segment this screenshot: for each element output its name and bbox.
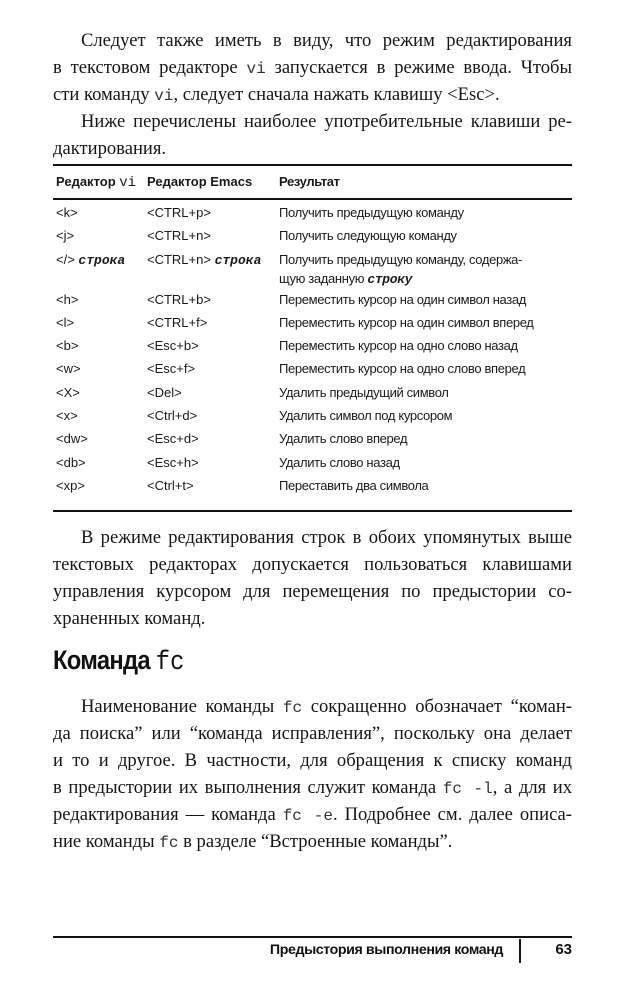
emacs-key: <Ctrl+d> xyxy=(147,408,198,424)
result-text xyxy=(276,248,572,288)
table-row xyxy=(53,334,572,357)
heading-text: Команда xyxy=(53,645,156,675)
text-span: , а для их xyxy=(492,777,572,798)
column-header-result: Результат xyxy=(279,174,340,189)
text-line xyxy=(53,54,572,81)
text-line xyxy=(53,27,572,54)
text-line xyxy=(53,747,572,774)
vi-key: <h> xyxy=(56,291,79,307)
vi-key: <k> xyxy=(56,205,78,220)
vi-key: <w> xyxy=(56,361,81,377)
text-line xyxy=(53,774,572,801)
running-footer-title: Предыстория выполнения команд xyxy=(269,942,503,958)
key-text: </> xyxy=(56,251,79,267)
text-span: Наименование команды xyxy=(81,696,283,717)
table-row xyxy=(53,224,572,247)
text-line xyxy=(53,801,572,828)
header-code: vi xyxy=(119,175,137,191)
result-line xyxy=(279,250,572,269)
text-line xyxy=(53,578,572,605)
text-span: В режиме редактирования строк в обоих упомянутых выше xyxy=(81,527,572,548)
inline-code: fc xyxy=(159,834,179,852)
text-span: дактирования. xyxy=(53,138,167,159)
table-bottom-rule xyxy=(53,510,572,512)
table-row xyxy=(53,288,572,311)
text-span: Ниже перечислены наиболее употребительные клавиши ре- xyxy=(81,111,572,132)
result-line-text: Получить предыдущую команду, содержа- xyxy=(279,251,523,267)
vi-key: <db> xyxy=(56,454,86,470)
text-span: . Подробнее см. далее описа- xyxy=(333,804,572,825)
text-span: в предыстории их выполнения служит команда xyxy=(53,777,443,798)
result-text: Получить предыдущую команду xyxy=(279,205,464,220)
emacs-key: <Ctrl+t> xyxy=(147,477,194,493)
result-text: Переместить курсор на один символ вперед xyxy=(279,314,534,330)
emacs-key: <Esc+d> xyxy=(147,431,199,447)
text-line xyxy=(53,524,572,551)
table-row xyxy=(53,381,572,404)
text-span: ние команды xyxy=(53,831,160,852)
text-line xyxy=(53,135,572,162)
text-span: Следует также иметь в виду, что режим редактирования xyxy=(81,30,572,51)
text-line xyxy=(53,720,572,747)
header-text: Редактор xyxy=(56,174,120,189)
result-text: Удалить предыдущий символ xyxy=(279,384,449,400)
emacs-key: <CTRL+p> xyxy=(147,205,211,220)
text-span: текстовых редакторах допускается пользоваться клавишами xyxy=(53,554,572,575)
table-row xyxy=(53,201,572,224)
column-header-vi xyxy=(53,166,144,199)
inline-code: fc -l xyxy=(442,780,493,798)
text-line xyxy=(53,81,572,108)
result-text: Переставить два символа xyxy=(279,477,429,493)
emacs-key: <Esc+b> xyxy=(147,338,199,354)
after-table-paragraph xyxy=(53,524,572,632)
text-span: редактирования — команда xyxy=(53,804,283,825)
key-argument: строка xyxy=(78,252,126,268)
result-line xyxy=(279,269,572,288)
text-span: в разделе “Встроенные команды”. xyxy=(178,831,453,852)
fc-paragraph xyxy=(53,693,572,855)
table-row xyxy=(53,357,572,380)
text-span: и то и другое. В частности, для обращения к списку команд xyxy=(53,750,572,771)
intro-paragraph-2 xyxy=(53,108,572,162)
vi-key: <j> xyxy=(56,228,75,244)
result-text: Переместить курсор на одно слово вперед xyxy=(279,361,526,377)
result-text: Получить следующую команду xyxy=(279,228,457,244)
vi-key: <l> xyxy=(56,314,75,330)
vi-key: <b> xyxy=(56,338,79,354)
page-number: 63 xyxy=(555,941,572,958)
emacs-key: <Del> xyxy=(147,384,182,400)
vi-key xyxy=(53,248,144,270)
text-span: храненных команд. xyxy=(53,608,206,629)
result-text: Удалить слово назад xyxy=(279,454,400,470)
table-row xyxy=(53,404,572,427)
text-span: сокращенно обозначает “коман- xyxy=(302,696,572,717)
inline-code: fc xyxy=(282,699,303,717)
table-row xyxy=(53,311,572,334)
inline-code: vi xyxy=(246,60,266,78)
table-row xyxy=(53,248,572,288)
vi-key: <dw> xyxy=(56,431,88,447)
text-span: да поиска” или “команда исправления”, поскольку она делает xyxy=(53,723,572,744)
text-line xyxy=(53,551,572,578)
key-text: <CTRL+n> xyxy=(147,251,215,267)
result-line-text: щую заданную xyxy=(279,270,368,286)
text-span: , следует сначала нажать клавишу <Esc>. xyxy=(173,84,500,105)
text-line xyxy=(53,693,572,720)
emacs-key: <CTRL+f> xyxy=(147,314,208,330)
text-span: сти команду xyxy=(53,84,155,105)
emacs-key: <Esc+h> xyxy=(147,454,199,470)
result-text: Удалить слово вперед xyxy=(279,431,408,447)
result-text: Удалить символ под курсором xyxy=(279,408,453,424)
inline-code: fc -e xyxy=(282,807,333,825)
text-line xyxy=(53,108,572,135)
intro-paragraph-1 xyxy=(53,27,572,108)
inline-code: vi xyxy=(154,87,174,105)
key-argument: строка xyxy=(214,252,262,268)
footer-separator xyxy=(519,939,521,963)
text-span: в текстовом редакторе xyxy=(53,57,247,78)
emacs-key xyxy=(144,248,276,270)
emacs-key: <Esc+f> xyxy=(147,361,196,377)
column-header-emacs: Редактор Emacs xyxy=(147,174,253,189)
result-text: Переместить курсор на одно слово назад xyxy=(279,338,518,354)
table-header-row xyxy=(53,166,572,198)
table-row xyxy=(53,451,572,474)
emacs-key: <CTRL+n> xyxy=(147,228,211,244)
vi-key: <x> xyxy=(56,408,78,424)
text-span: управления курсором для перемещения по предыстории со- xyxy=(53,581,572,602)
heading-code: fc xyxy=(155,648,185,678)
emacs-key: <CTRL+b> xyxy=(147,291,211,307)
table-row xyxy=(53,474,572,497)
text-span: запускается в режиме ввода. Чтобы xyxy=(274,57,572,78)
result-argument: строку xyxy=(367,271,413,287)
table-row xyxy=(53,427,572,450)
vi-key: <X> xyxy=(56,384,80,400)
result-text: Переместить курсор на один символ назад xyxy=(279,291,526,307)
editing-keys-table xyxy=(53,166,572,497)
section-heading xyxy=(53,640,184,680)
footer-rule xyxy=(53,936,572,938)
text-line xyxy=(53,828,572,855)
vi-key: <xp> xyxy=(56,477,85,493)
text-line xyxy=(53,605,572,632)
